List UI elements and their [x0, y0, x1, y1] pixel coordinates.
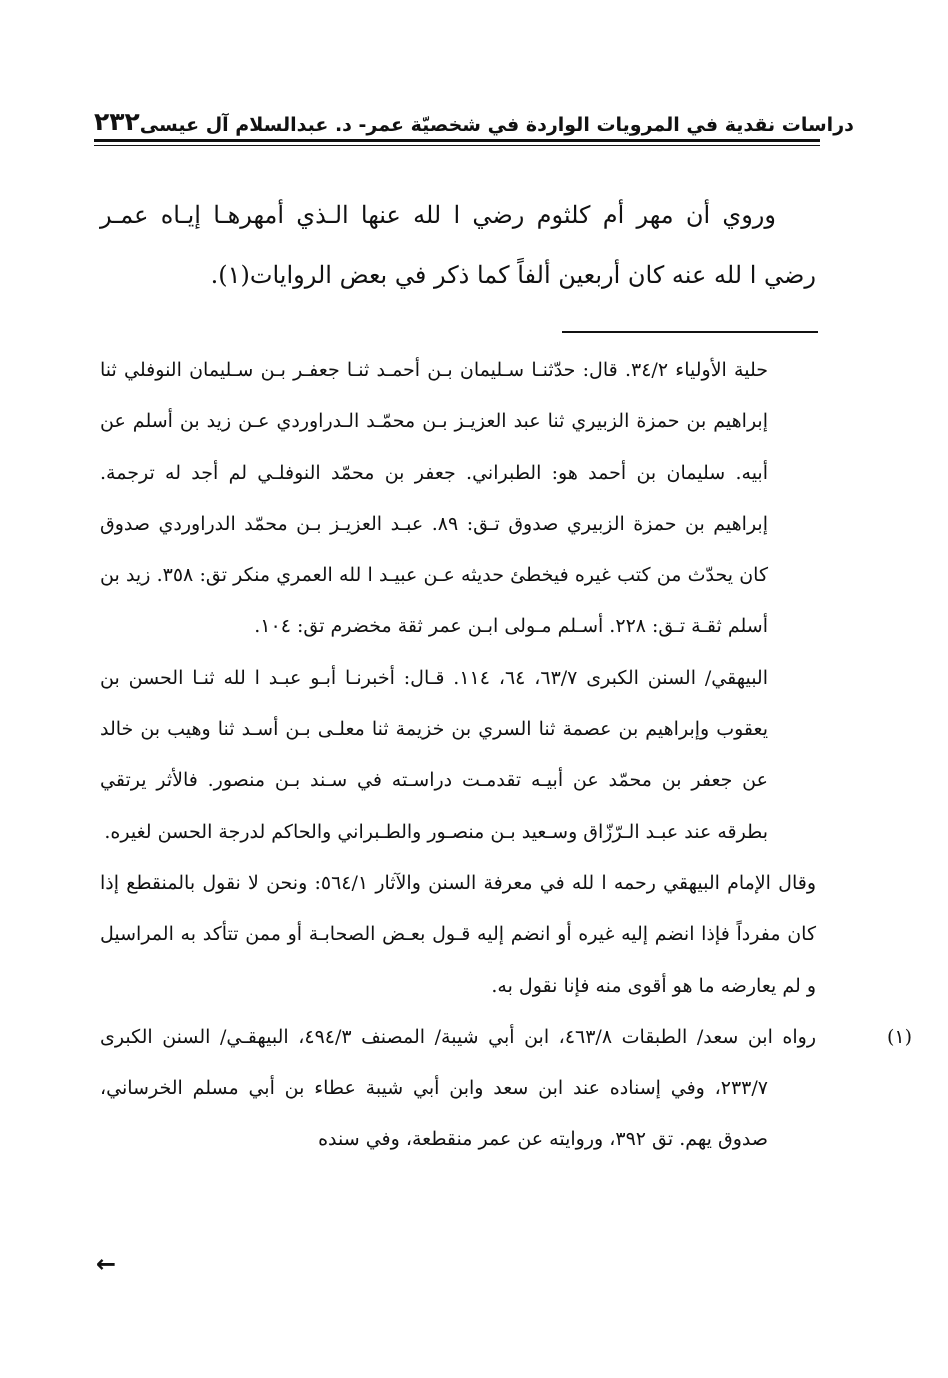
- note-block-marifa: وقال الإمام البيهقي رحمه ا لله في معرفة السنن والآثار ٥٦٤/١: ونحن لا نقول بالمنقطع إذا كان مفرداً فإذا انضم إليه غيره أو انضم إليه قـول بعـض الصحابـة أو ممن تتأكد به المراسيل و لم يعارضه ما هو أقوى منه فإنا نقول به.: [100, 871, 816, 997]
- main-text: [100, 185, 816, 305]
- main-paragraph: وروي أن مهر أم كلثوم رضي ا لله عنها الـذي أمهرهـا إيـاه عمـر رضي ا لله عنه كان أربعين ألفاً كما ذكر في بعض الروايات(١).: [100, 201, 816, 289]
- header-rule: [94, 139, 820, 142]
- continuation-arrow-icon: ←: [96, 1250, 117, 1278]
- footnote-1-text: رواه ابن سعد/ الطبقات ٤٦٣/٨، ابن أبي شيبة/ المصنف ٤٩٤/٣، البيهقـي/ السنن الكبرى ٢٣٣/٧، وفي إسناده عند ابن سعد وابن أبي شيبة عطاء بن أبي مسلم الخرساني، صدوق يهم. تق ٣٩٢، وروايته عن عمر منقطعة، وفي سنده: [100, 1025, 816, 1151]
- footnote-separator: [562, 331, 818, 333]
- footnote-marker: (١): [886, 1025, 912, 1048]
- running-title: دراسات نقدية في المرويات الواردة في شخصيّة عمر- د. عبدالسلام آل عيسى: [139, 114, 854, 136]
- note-block-hilyat: حلية الأولياء ٣٤/٢. قال: حدّثنـا سـليمان بـن أحمـد ثنـا جعفـر بـن سـليمان النوفلي ثنا إبراهيم بن حمزة الزبيري ثنا عبد العزيـز بـن محمّـد الـدراوردي عـن زيد بن أسلم عن أبيه. سليمان بن أحمد هو: الطبراني. جعفر بن محمّد النوفلـي لم أجد له ترجمة. إبراهيم بن حمزة الزبيري صدوق تـق: ٨٩. عبـد العزيـز بـن محمّد الدراوردي صدوق كان يحدّث من كتب غيره فيخطئ حديثه عـن عبيـد ا لله العمري منكر تق: ٣٥٨. زيد بن أسلم ثقـة تـق: ٢٢٨. أسـلم مـولى ابـن عمر ثقة مخضرم تق: ١٠٤.: [100, 359, 769, 638]
- page-header: [94, 100, 854, 136]
- footnotes: [100, 345, 912, 1166]
- header-rule-thin: [94, 145, 820, 146]
- page-number: ٢٣٢: [94, 107, 140, 136]
- note-block-bayhaqi: البيهقي/ السنن الكبرى ٦٣/٧، ٦٤، ١١٤. قـال: أخبرنـا أبـو عبـد ا لله ثنـا الحسن بن يعقوب وإبراهيم بن عصمة ثنا السري بن خزيمة ثنا معلـى بـن أسـد ثنا وهيب بن خالد عن جعفر بن محمّد عن أبيـه تقدمـت دراسـته في سـند بـن منصور. فالأثر يرتقي بطرقه عند عبـد الـرّزّاق وسـعيد بـن منصـور والطـبراني والحاكم لدرجة الحسن لغيره.: [100, 666, 769, 843]
- footnote-1: [100, 1012, 912, 1166]
